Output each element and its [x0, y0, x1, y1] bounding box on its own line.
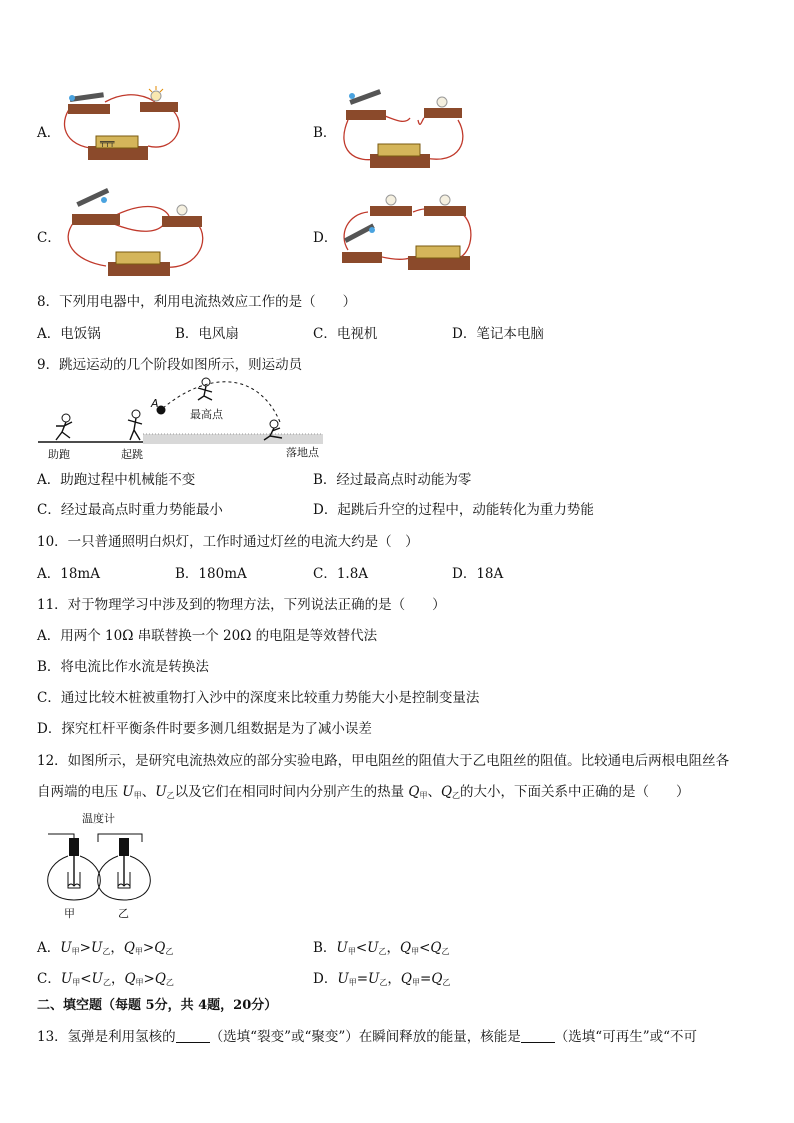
- q9-jump-label: 起跳: [121, 448, 143, 461]
- comma: ，: [387, 971, 401, 987]
- var-u: U: [60, 971, 73, 987]
- circuit-d-figure: [338, 194, 473, 278]
- q8-option-d[interactable]: D．笔记本电脑: [452, 326, 544, 342]
- var-q: Q: [431, 971, 443, 987]
- q13-text-1: 13．氢弹是利用氢核的: [37, 1029, 176, 1045]
- q13-blank-2[interactable]: [521, 1030, 555, 1043]
- circuit-c-figure: [64, 196, 214, 280]
- q9-stem: 9．跳远运动的几个阶段如图所示，则运动员: [37, 357, 303, 373]
- section-2-title: 二、填空题（每题 5分，共 4题，20分）: [37, 998, 278, 1013]
- q7-option-d-label[interactable]: D．: [313, 230, 338, 246]
- sub-yi: 乙: [165, 978, 174, 987]
- option-prefix: C．: [37, 971, 61, 987]
- relation: >: [79, 940, 91, 956]
- q7-option-b-label[interactable]: B．: [313, 125, 337, 141]
- q13-text-3: （选填“可再生”或“不可: [554, 1029, 698, 1045]
- sub-jia: 甲: [412, 978, 420, 987]
- var-q: Q: [430, 940, 442, 956]
- option-prefix: D．: [313, 971, 338, 987]
- q9-top-label: 最高点: [190, 408, 223, 421]
- q9-option-d[interactable]: D．起跳后升空的过程中，动能转化为重力势能: [313, 502, 594, 518]
- q11-option-c[interactable]: C．通过比较木桩被重物打入沙中的深度来比较重力势能大小是控制变量法: [37, 690, 480, 706]
- q8-option-c[interactable]: C．电视机: [313, 326, 378, 342]
- q10-option-b[interactable]: B．180mA: [175, 566, 247, 582]
- sub-jia: 甲: [135, 978, 144, 987]
- option-prefix: A．: [37, 940, 61, 956]
- sub-yi: 乙: [166, 791, 175, 800]
- q13-text-2: （选填“裂变”或“聚变”）在瞬间释放的能量，核能是: [209, 1029, 521, 1045]
- q8-option-b[interactable]: B．电风扇: [175, 326, 239, 342]
- var-u: U: [337, 971, 349, 987]
- var-q: Q: [400, 940, 412, 956]
- q10-option-a[interactable]: A．18mA: [37, 566, 100, 582]
- sub-yi: 乙: [441, 947, 450, 956]
- svg-text:╤╤╤: ╤╤╤: [100, 138, 115, 147]
- comma: ，: [386, 940, 401, 956]
- var-u: U: [155, 784, 167, 800]
- relation: >: [143, 971, 155, 987]
- q12-option-d[interactable]: [313, 967, 450, 988]
- sub-jia: 甲: [72, 978, 81, 987]
- relation: >: [142, 940, 155, 956]
- q9-option-a[interactable]: A．助跑过程中机械能不变: [37, 472, 196, 488]
- var-u: U: [122, 784, 134, 800]
- q8-option-a[interactable]: A．电饭锅: [37, 326, 101, 342]
- sub-yi: 乙: [102, 947, 111, 956]
- relation: =: [420, 971, 432, 987]
- var-u: U: [91, 971, 103, 987]
- q12-stem-line2: [37, 780, 690, 801]
- q11-option-a[interactable]: A．用两个 10Ω 串联替换一个 20Ω 的电阻是等效替代法: [37, 628, 378, 644]
- option-prefix: B．: [313, 940, 337, 956]
- thermometer-label: 温度计: [82, 812, 115, 825]
- sep: 、: [141, 784, 156, 800]
- q9-option-b[interactable]: B．经过最高点时动能为零: [313, 472, 472, 488]
- q12-line2-text-a: 自两端的电压: [37, 784, 123, 800]
- var-q: Q: [123, 940, 135, 956]
- sub-yi: 乙: [378, 947, 387, 956]
- var-q: Q: [154, 971, 166, 987]
- q10-option-c[interactable]: C．1.8A: [313, 566, 369, 582]
- sep: 、: [427, 784, 441, 800]
- sub-jia: 甲: [348, 978, 357, 987]
- q12-stem-line1: 12．如图所示，是研究电流热效应的部分实验电路，甲电阻丝的阻值大于乙电阻丝的阻值。比较通电后两根电阻丝各: [37, 753, 730, 769]
- relation: <: [355, 940, 368, 956]
- q7-option-a-label[interactable]: A．: [37, 125, 61, 141]
- circuit-a-figure: [60, 88, 185, 168]
- relation: =: [356, 971, 369, 987]
- q12-option-a[interactable]: [37, 936, 173, 957]
- var-u: U: [90, 940, 103, 956]
- comma: ，: [110, 940, 124, 956]
- var-q: Q: [124, 971, 136, 987]
- q9-run-label: 助跑: [48, 448, 70, 461]
- sub-yi: 乙: [379, 978, 388, 987]
- q12-line2-text-b: 以及它们在相同时间内分别产生的热量: [174, 784, 409, 800]
- sub-jia: 甲: [71, 947, 80, 956]
- var-u: U: [336, 940, 348, 956]
- q12-option-c[interactable]: [37, 967, 174, 988]
- q10-option-d[interactable]: D．18A: [452, 566, 504, 582]
- circuit-b-figure: [340, 90, 470, 170]
- flask-yi-label: 乙: [118, 907, 129, 920]
- sub-jia: 甲: [134, 947, 143, 956]
- flask-jia-label: 甲: [64, 907, 75, 920]
- q13-stem: [37, 1025, 697, 1045]
- comma: ，: [110, 971, 125, 987]
- sub-yi: 乙: [442, 978, 451, 987]
- q9-land-label: 落地点: [286, 446, 319, 459]
- var-u: U: [60, 940, 72, 956]
- sub-yi: 乙: [452, 791, 461, 800]
- q11-option-d[interactable]: D．探究杠杆平衡条件时要多测几组数据是为了减小误差: [37, 721, 372, 737]
- sub-jia: 甲: [133, 791, 142, 800]
- sub-jia: 甲: [411, 947, 420, 956]
- sub-yi: 乙: [102, 978, 111, 987]
- relation: <: [419, 940, 431, 956]
- var-u: U: [368, 971, 380, 987]
- var-q: Q: [408, 784, 420, 800]
- var-q: Q: [440, 784, 453, 800]
- q9-option-c[interactable]: C．经过最高点时重力势能最小: [37, 502, 223, 518]
- q7-option-c-label[interactable]: C．: [37, 230, 61, 246]
- sub-yi: 乙: [165, 947, 174, 956]
- sub-jia: 甲: [347, 947, 356, 956]
- q11-option-b[interactable]: B．将电流比作水流是转换法: [37, 659, 209, 675]
- q12-option-b[interactable]: [313, 936, 449, 957]
- q12-line2-text-c: 的大小，下面关系中正确的是（ ）: [460, 784, 690, 800]
- q10-stem: 10．一只普通照明白炽灯，工作时通过灯丝的电流大约是（ ）: [37, 534, 419, 550]
- q13-blank-1[interactable]: [176, 1030, 210, 1043]
- q8-stem: 8．下列用电器中，利用电流热效应工作的是（ ）: [37, 294, 357, 310]
- var-q: Q: [154, 940, 166, 956]
- q11-stem: 11．对于物理学习中涉及到的物理方法，下列说法正确的是（ ）: [37, 597, 446, 613]
- var-q: Q: [400, 971, 412, 987]
- q9-point-a-label: A: [151, 397, 159, 410]
- relation: <: [80, 971, 92, 987]
- sub-jia: 甲: [419, 791, 428, 800]
- var-u: U: [367, 940, 379, 956]
- thermal-flasks-figure: [44, 820, 154, 910]
